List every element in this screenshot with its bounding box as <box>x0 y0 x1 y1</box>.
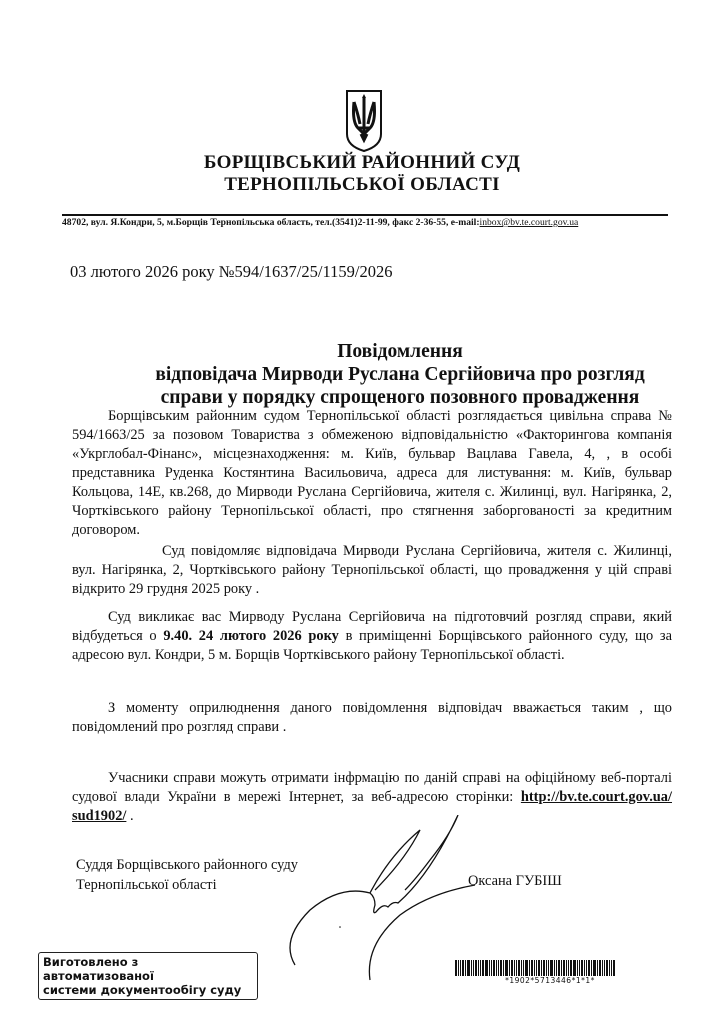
notice-title-line1: Повідомлення <box>337 341 463 362</box>
barcode-bar <box>581 960 583 976</box>
barcode-bar <box>505 960 508 976</box>
barcode-bar <box>529 960 530 976</box>
barcode-bar <box>554 960 555 976</box>
stamp-line2: системи документообігу суду <box>43 983 242 997</box>
barcode-bar <box>593 960 596 976</box>
barcode-bar <box>543 960 545 976</box>
barcode-bar <box>500 960 502 976</box>
barcode-bar <box>478 960 479 976</box>
barcode-bar <box>602 960 603 976</box>
court-address <box>62 217 682 228</box>
barcode-bar <box>471 960 472 976</box>
barcode-bar <box>511 960 513 976</box>
barcode-bar <box>588 960 590 976</box>
summons-text-start: Суд викликає вас Мирводу Руслана Сергійовича на підготовчий розгляд справи, який відбудеться о <box>72 609 672 644</box>
barcode-bar <box>482 960 484 976</box>
barcode-bar <box>485 960 488 976</box>
summons-text-end: в приміщенні Борщівського районного суду, що за адресою вул. Кондри, 5 м. Борщів Чортківського району Тернопільської області. <box>72 628 672 663</box>
barcode-bar <box>599 960 601 976</box>
handwritten-signature <box>280 815 480 985</box>
date-and-reference-number: 03 лютого 2026 року №594/1637/25/1159/2026 <box>70 262 393 281</box>
barcode-bar <box>498 960 499 976</box>
barcode-bar <box>521 960 522 976</box>
barcode-bar <box>531 960 533 976</box>
barcode-bar <box>597 960 598 976</box>
barcode-bar <box>475 960 477 976</box>
barcode-bar <box>604 960 605 976</box>
portal-info-text: Учасники справи можуть отримати інфрмацію по даній справі на офіційному веб-порталі судової влади України в мережі Інтернет, за веб-адресою сторінки: <box>72 770 672 805</box>
barcode-bar <box>525 960 528 976</box>
barcode-bar <box>514 960 515 976</box>
barcode-bar <box>579 960 580 976</box>
barcode-bar <box>465 960 466 976</box>
barcode-bar <box>536 960 537 976</box>
barcode-bar <box>546 960 547 976</box>
notice-title-line3: справи у порядку спрощеного позовного провадження <box>160 387 640 408</box>
judge-title-line1: Суддя Борщівського районного суду <box>76 857 298 873</box>
barcode-bar <box>611 960 612 976</box>
barcode-bar <box>458 960 459 976</box>
barcode-bar <box>455 960 457 976</box>
court-name-line2: ТЕРНОПІЛЬСЬКОЇ ОБЛАСТІ <box>224 174 500 195</box>
barcode-bar <box>493 960 495 976</box>
notice-title <box>140 340 660 409</box>
barcode-bar <box>496 960 497 976</box>
barcode-bar <box>541 960 542 976</box>
paragraph-hearing-summons <box>72 608 672 665</box>
email-link[interactable]: inbox@bv.te.court.gov.ua <box>479 217 579 228</box>
barcode-bar <box>480 960 481 976</box>
stamp-line1: Виготовлено з автоматизованої <box>43 955 154 983</box>
barcode-bar <box>556 960 557 976</box>
barcode-bar <box>558 960 560 976</box>
document-system-stamp <box>38 952 258 1000</box>
barcode-bar <box>568 960 569 976</box>
trident-coat-of-arms-icon <box>344 88 384 154</box>
barcode-bar <box>516 960 517 976</box>
paragraph-notification-effect: З моменту оприлюднення даного повідомлення відповідач вважається таким , що повідомлений про розгляд справи . <box>72 700 672 735</box>
barcode-bar <box>609 960 610 976</box>
barcode-bar <box>518 960 520 976</box>
barcode-bar <box>591 960 592 976</box>
barcode-bar <box>503 960 504 976</box>
barcode-bar <box>538 960 540 976</box>
judge-title-line2: Тернопільської області <box>76 877 217 893</box>
barcode-bar <box>523 960 524 976</box>
barcode-bar <box>606 960 608 976</box>
notice-title-line2: відповідача Мирводи Руслана Сергійовича про розгляд <box>155 364 645 385</box>
barcode-bar <box>460 960 461 976</box>
barcode-bar <box>489 960 490 976</box>
barcode-bar <box>586 960 587 976</box>
barcode-bar <box>570 960 572 976</box>
barcode-bar <box>550 960 553 976</box>
judge-title <box>76 855 298 895</box>
barcode-bar <box>584 960 585 976</box>
court-name-line1: БОРЩІВСЬКИЙ РАЙОННИЙ СУД <box>203 152 521 173</box>
barcode-bar <box>577 960 578 976</box>
barcode-bar <box>509 960 510 976</box>
paragraph-proceedings-opened: Суд повідомляє відповідача Мирводи Руслана Сергійовича, жителя с. Жилинці, вул. Нагірянка, 2, Чортківського району Тернопільської області, що провадження у цій справі відкрито 29 грудня 2025 року . <box>72 543 672 597</box>
paragraph-case-description: Борщівським районним судом Тернопільської області розглядається цивільна справа № 594/1663/25 за позовом Товариства з обмеженою відповідальністю «Факторингова компанія «Укрглобал-Фінанс», місцезнаходження: м. Київ, бульвар Вацлава Гавела, 4, , в особі представника Руденка Костянтина Васильовича, адреса для листування: м. Київ, бульвар Кольцова, 14Е, кв.268, до Мирводи Руслана Сергійовича, жителя с. Жилинці, вул. Нагірянка, 2, Чортківського району Тернопільської області, про стягнення заборгованості за кредитним договором. <box>72 408 672 538</box>
barcode-bar <box>491 960 492 976</box>
barcode-text: *1902*5713446*1*1* <box>505 976 595 985</box>
barcode-bar <box>548 960 549 976</box>
hearing-datetime: 9.40. 24 лютого 2026 року <box>163 628 346 644</box>
court-name <box>0 152 724 196</box>
barcode-bar <box>613 960 615 976</box>
barcode-bar <box>534 960 535 976</box>
address-text: 48702, вул. Я.Кондри, 5, м.Борщів Тернопільська область, тел.(3541)2-11-99, факс 2-36-55, e-mail: <box>62 217 480 228</box>
barcode <box>455 960 645 976</box>
barcode-bar <box>573 960 576 976</box>
portal-info-end: . <box>126 808 134 824</box>
judge-name: Оксана ГУБІШ <box>468 873 562 889</box>
barcode-bar <box>473 960 474 976</box>
barcode-bar <box>462 960 464 976</box>
barcode-bar <box>563 960 565 976</box>
header-divider <box>62 214 668 216</box>
barcode-bar <box>566 960 567 976</box>
barcode-bar <box>561 960 562 976</box>
barcode-bar <box>467 960 470 976</box>
court-web-link[interactable]: http://bv.te.court.gov.ua/ sud1902/ <box>72 789 672 824</box>
